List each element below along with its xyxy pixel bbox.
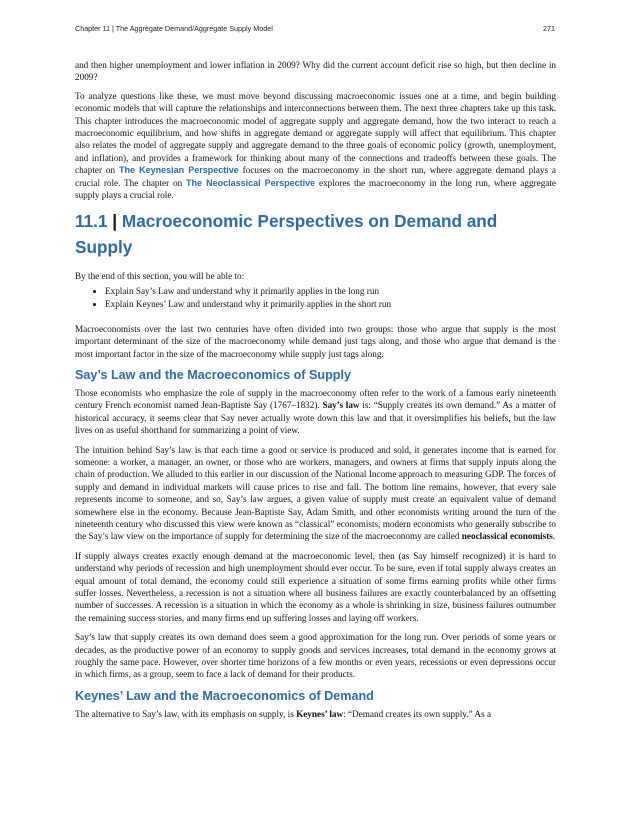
neoclassical-economists-term: neoclassical economists: [461, 531, 553, 542]
analyze-paragraph: [75, 90, 556, 202]
chapter-title: Chapter 11 | The Aggregate Demand/Aggregate Supply Model: [75, 24, 273, 33]
says-law-p2-text-b: .: [552, 531, 556, 542]
learning-outcome: • Explain Keynes’ Law and understand why it primarily applies in the short run: [105, 298, 556, 310]
learning-outcomes-intro: By the end of this section, you will be able to:: [75, 271, 245, 282]
keynes-law-p1-text-a: The alternative to Say’s law, with its emphasis on supply, is: [75, 708, 297, 719]
says-law-paragraph-3: If supply always creates exactly enough demand at the macroeconomic level, then (as Say himself recognized) it is hard to understand why periods of recession and high unemployment should ever occur. To be sure, even if total supply always creates an equal amount of total demand, the economy could still experience a situation of some firms earning profits while other firms suffer losses. Nevertheless, a recession is not a situation where all business failures are exactly counterbalanced by an offsetting number of successes. A recession is a situation in which the economy as a whole is shrinking in size, business failures outnumber the remaining success stories, and many firms end up suffering losses and laying off workers.: [75, 550, 556, 623]
link-neoclassical-perspective[interactable]: The Neoclassical Perspective: [186, 177, 316, 188]
keynes-law-heading: Keynes’ Law and the Macroeconomics of Demand: [75, 688, 374, 703]
continued-paragraph: and then higher unemployment and lower inflation in 2009? Why did the current account deficit rise so high, but then decline in 2009?: [75, 60, 556, 83]
says-law-p1-text-a: Those economists who emphasize the role of supply in the macroeconomy often refer to the work of a famous early nineteenth century French economist named Jean-Baptiste Say (1767–1832).: [75, 387, 556, 411]
says-law-p1-text-b: is: “Supply creates its own demand.” As a matter of historical accuracy, it seems clear that Say never actually wrote down this law and that it oversimplifies his beliefs, but the law lives on as useful shorthand for summarizing a point of view.: [75, 400, 557, 436]
analyze-text-3: explores the macroeconomy in the long run, where aggregate supply plays a crucial role.: [75, 177, 556, 201]
section-number: 11.1: [75, 211, 108, 232]
says-law-paragraph-2: [75, 444, 556, 543]
section-separator: |: [112, 211, 118, 232]
running-header: [75, 24, 555, 33]
link-keynesian-perspective[interactable]: The Keynesian Perspective: [119, 165, 239, 176]
section-heading: [75, 208, 556, 260]
analyze-text-1: To analyze questions like these, we must move beyond discussing macroeconomic issues one at a time, and begin building economic models that will capture the relationships and interconnections between them. The next three chapters take up this task. This chapter introduces the macroeconomic model of aggregate supply and aggregate demand, how the two interact to reach a macroeconomic equilibrium, and how shifts in aggregate demand or aggregate supply will affect that equilibrium. This chapter also relates the model of aggregate supply and aggregate demand to the three goals of economic policy (growth, unemployment, and inflation), and provides a framework for thinking about many of the connections and tradeoffs between these goals. The chapter on: [75, 90, 556, 176]
says-law-term: Say’s law: [322, 400, 360, 411]
says-law-paragraph-4: Say’s law that supply creates its own demand does seem a good approximation for the long run. Over periods of some years or decades, as the productive power of an economy to supply goods and services increases, total demand in the economy grows at roughly the same pace. However, over shorter time horizons of a few months or even years, recessions or even depressions occur in which firms, as a group, seem to face a lack of demand for their products.: [75, 632, 556, 680]
section-title: Macroeconomic Perspectives on Demand and Supply: [75, 211, 498, 258]
analyze-text-2: focuses on the macroeconomy in the short run, where aggregate demand plays a crucial role. The chapter on: [75, 165, 556, 188]
says-law-p2-text-a: The intuition behind Say’s law is that each time a good or service is produced and sold, it generates income that is earned for someone: a worker, a manager, an owner, or those who are workers, managers, and owners at firms that supply inputs along the chain of production. We alluded to this earlier in our discussion of the National Income approach to measuring GDP. The forces of supply and demand in individual markets will cause prices to rise and fall. The bottom line remains, however, that every sale represents income to someone, and so, Say’s law argues, a given value of supply must create an equivalent value of demand somewhere else in the economy. Because Jean-Baptiste Say, Adam Smith, and other economists writing around the turn of the nineteenth century who discussed this view were known as “classical” economists, modern economists who generally subscribe to the Say’s law view on the importance of supply for determining the size of the macroeconomy are called: [75, 444, 556, 542]
learning-outcome: • Explain Say’s Law and understand why it primarily applies in the long run: [105, 285, 556, 297]
says-law-heading: Say’s Law and the Macroeconomics of Supply: [75, 367, 351, 382]
keynes-law-term: Keynes’ law: [296, 708, 344, 719]
learning-outcomes-list: [75, 285, 556, 311]
page-content: [75, 59, 556, 727]
keynes-law-p1-text-b: : “Demand creates its own supply.” As a: [343, 708, 492, 719]
intro-paragraph: Macroeconomists over the last two centuries have often divided into two groups: those who argue that supply is the most important determinant of the size of the macroeconomy while demand just tags along, and those who argue that demand is the most important factor in the size of the macroeconomy while supply just tags along.: [75, 323, 556, 359]
page-number: 271: [543, 24, 555, 33]
keynes-law-paragraph-1: [75, 708, 556, 720]
says-law-paragraph-1: [75, 387, 556, 437]
